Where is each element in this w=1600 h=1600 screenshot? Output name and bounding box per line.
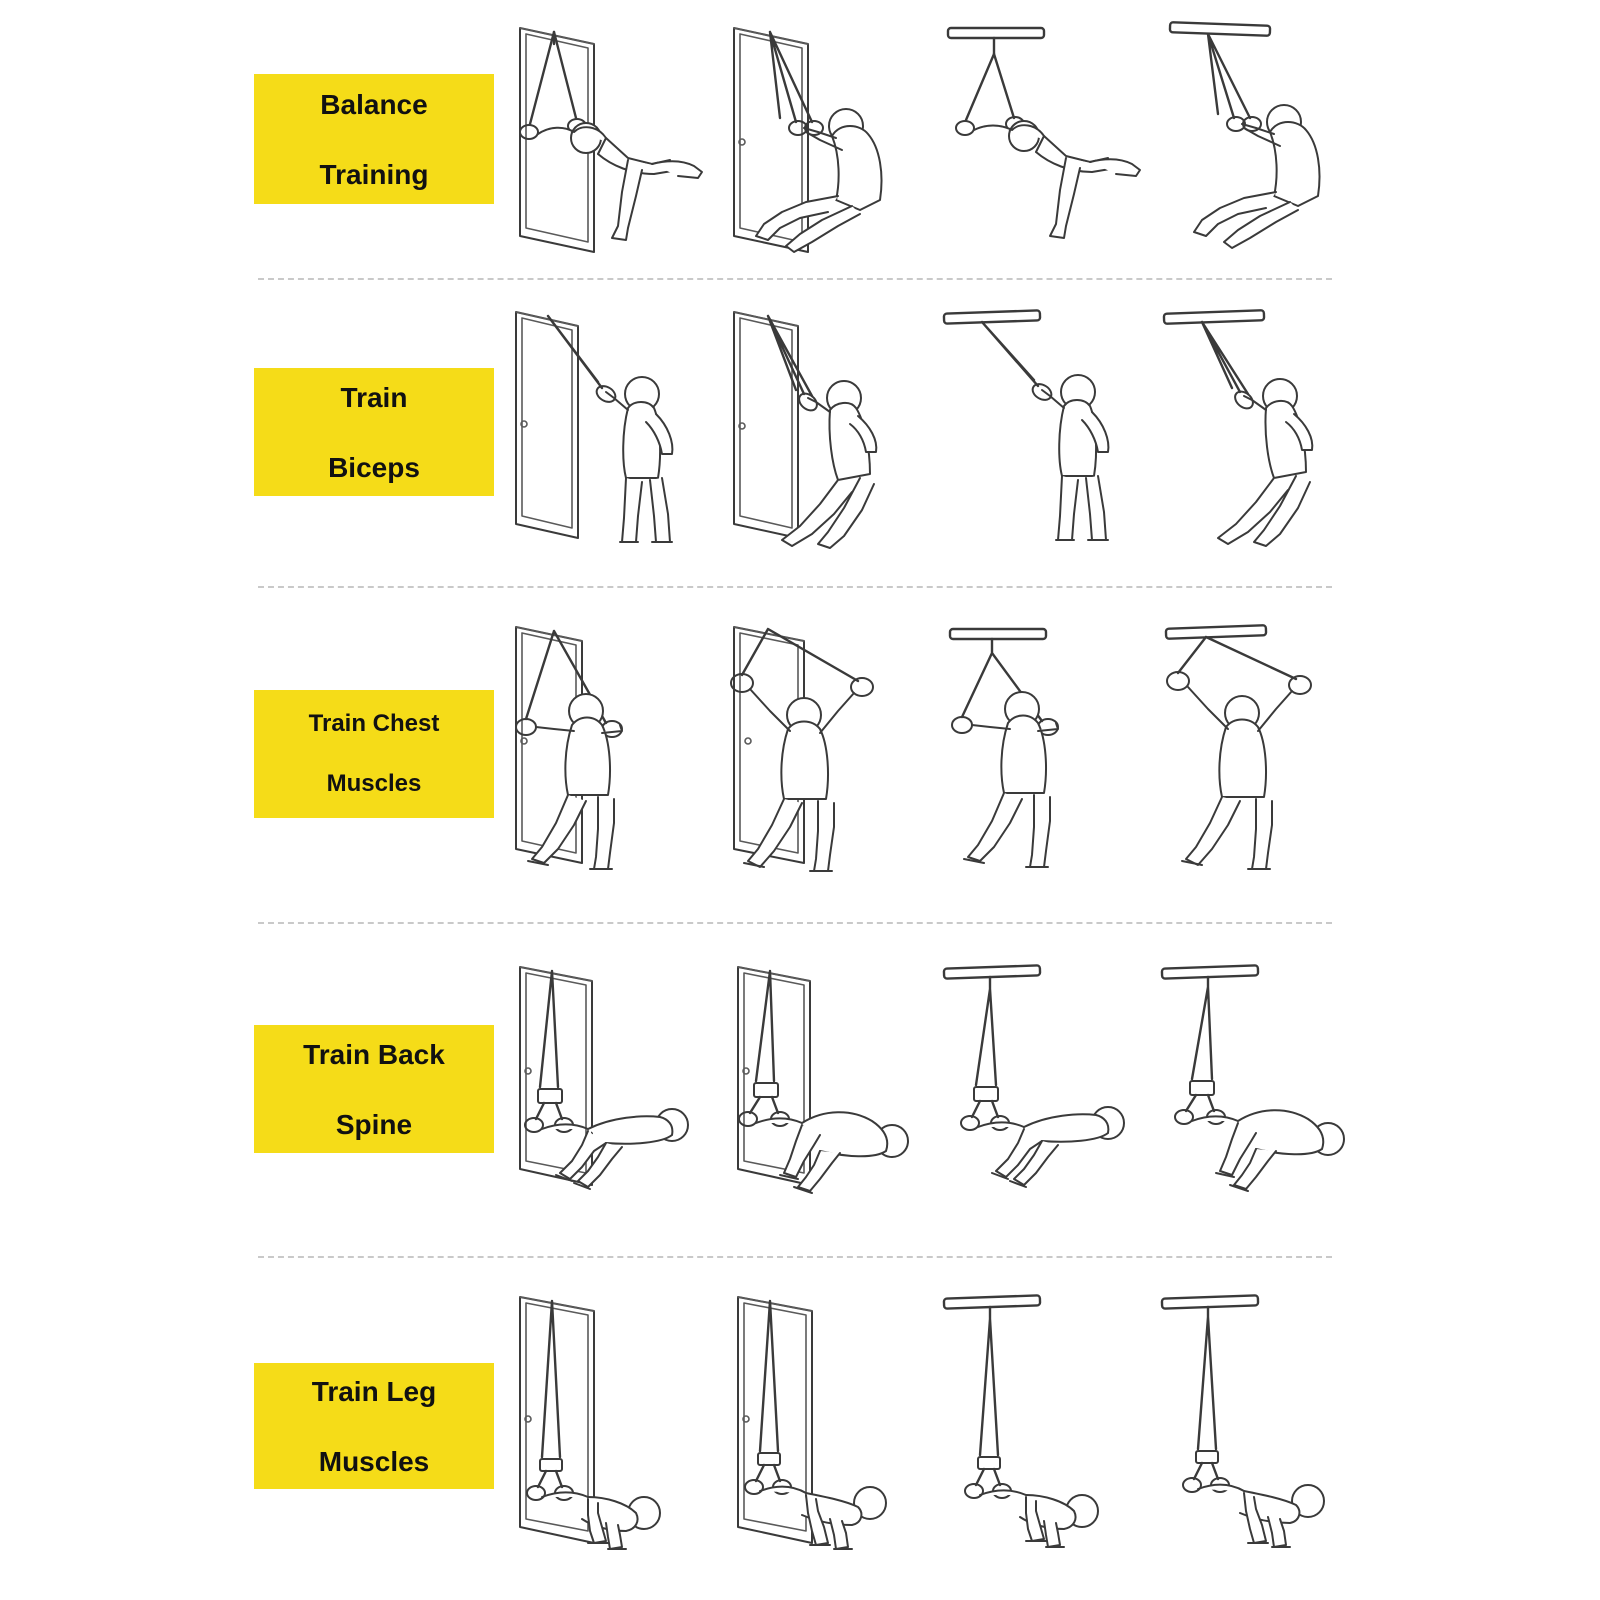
label-cell-train-leg-muscles <box>0 1363 500 1489</box>
label-box-train-biceps <box>254 368 494 496</box>
figure-legs-bar-hamstring-curl-bent <box>1154 1291 1372 1561</box>
figure-back-door-suspended-plank <box>500 959 718 1219</box>
label-cell-train-biceps <box>0 368 500 496</box>
figure-chest-bar-arms-overhead <box>1154 619 1372 889</box>
figure-back-bar-pike <box>1154 959 1372 1219</box>
label-line-2: Muscles <box>318 1445 430 1477</box>
exercise-row-balance-training <box>0 0 1600 278</box>
figure-group-train-leg-muscles <box>500 1291 1600 1561</box>
figure-balance-door-plank-leg-raise <box>500 14 718 264</box>
label-line-1: Train <box>340 381 408 413</box>
figure-biceps-door-standing-curl <box>500 302 718 562</box>
label-line-1: Train Leg <box>311 1375 437 1407</box>
label-line-2: Muscles <box>326 770 422 797</box>
figure-chest-bar-chest-fly <box>936 619 1154 889</box>
figure-chest-door-chest-fly <box>500 619 718 889</box>
figure-balance-bar-plank-leg-raise <box>936 14 1154 264</box>
figure-back-bar-suspended-plank <box>936 959 1154 1219</box>
label-line-1: Train Back <box>303 1038 445 1070</box>
figure-group-train-chest-muscles <box>500 619 1600 889</box>
figure-group-train-back-spine <box>500 959 1600 1219</box>
figure-legs-bar-hamstring-curl <box>936 1291 1154 1561</box>
label-box-train-back-spine <box>254 1025 494 1153</box>
figure-legs-door-hamstring-curl <box>500 1291 718 1561</box>
label-line-2: Training <box>319 158 429 190</box>
label-box-balance-training <box>254 74 494 204</box>
figure-back-door-pike <box>718 959 936 1219</box>
figure-biceps-bar-standing-curl <box>936 302 1154 562</box>
label-line-2: Spine <box>335 1108 413 1140</box>
exercise-row-train-biceps <box>0 278 1600 586</box>
label-line-2: Biceps <box>328 451 420 483</box>
label-line-1: Balance <box>320 88 428 120</box>
exercise-row-train-leg-muscles <box>0 1256 1600 1596</box>
label-line-1: Train Chest <box>308 710 440 737</box>
label-cell-train-chest-muscles <box>0 690 500 818</box>
figure-group-train-biceps <box>500 302 1600 562</box>
exercise-row-train-back-spine <box>0 922 1600 1256</box>
figure-legs-door-hamstring-curl-bent <box>718 1291 936 1561</box>
label-box-train-chest-muscles <box>254 690 494 818</box>
figure-biceps-bar-lean-back-curl <box>1154 302 1372 562</box>
figure-chest-door-arms-overhead <box>718 619 936 889</box>
label-cell-train-back-spine <box>0 1025 500 1153</box>
exercise-row-train-chest-muscles <box>0 586 1600 922</box>
label-box-train-leg-muscles <box>254 1363 494 1489</box>
figure-balance-door-suspended-tuck <box>718 14 936 264</box>
figure-biceps-door-lean-back-curl <box>718 302 936 562</box>
figure-balance-bar-suspended-tuck <box>1154 14 1372 264</box>
figure-group-balance-training <box>500 14 1600 264</box>
label-cell-balance-training <box>0 74 500 204</box>
